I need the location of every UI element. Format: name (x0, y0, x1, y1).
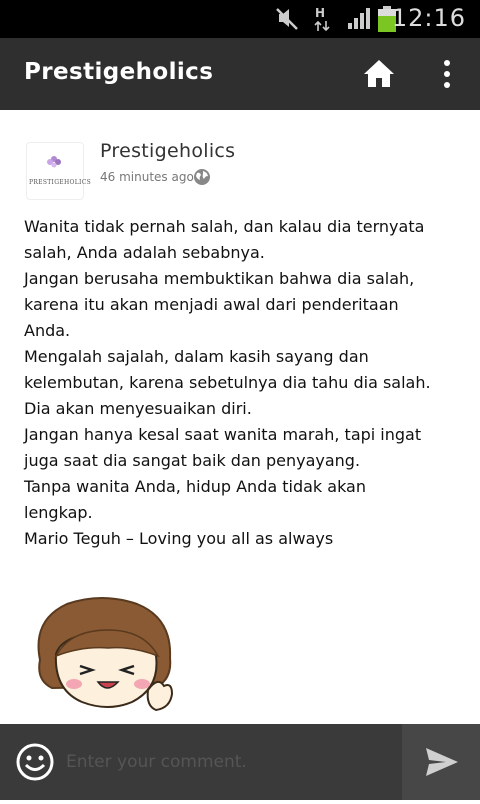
post-timestamp: 46 minutes ago (100, 170, 194, 184)
app-bar (0, 38, 480, 110)
emoji-button[interactable] (15, 742, 55, 782)
send-button[interactable] (402, 724, 480, 800)
post-text (24, 214, 464, 552)
comment-input[interactable] (64, 746, 398, 778)
send-icon (402, 724, 480, 800)
signal-icon (346, 5, 372, 31)
cartoon-girl-sticker (22, 590, 192, 724)
post-card (0, 110, 480, 724)
post-line: karena itu akan menjadi awal dari penderitaan (24, 295, 399, 314)
post-line: juga saat dia sangat baik dan penyayang. (24, 451, 361, 470)
post-line: lengkap. (24, 503, 93, 522)
globe-icon (193, 168, 211, 186)
clock: 12:16 (391, 4, 466, 32)
post-line: Wanita tidak pernah salah, dan kalau dia ternyata (24, 217, 425, 236)
logo-flower-icon (27, 143, 83, 183)
home-button[interactable] (360, 54, 398, 92)
post-line: salah, Anda adalah sebabnya. (24, 243, 265, 262)
post-line: Jangan berusaha membuktikan bahwa dia salah, (24, 269, 415, 288)
avatar-logo-text: PRESTIGEHOLICS (29, 179, 91, 186)
svg-text:H: H (315, 6, 326, 20)
post-line: Anda. (24, 321, 71, 340)
post-line: Dia akan menyesuaikan diri. (24, 399, 252, 418)
post-line: Tanpa wanita Anda, hidup Anda tidak akan (24, 477, 366, 496)
author-avatar[interactable] (26, 142, 91, 200)
overflow-menu-button[interactable] (430, 54, 464, 94)
comment-composer (0, 724, 480, 800)
post-line: kelembutan, karena sebetulnya dia tahu dia salah. (24, 373, 431, 392)
post-line: Jangan hanya kesal saat wanita marah, tapi ingat (24, 425, 422, 444)
smiley-icon (15, 742, 55, 782)
mute-icon (276, 5, 298, 31)
post-line: Mario Teguh – Loving you all as always (24, 529, 334, 548)
home-icon (360, 54, 398, 92)
post-line: Mengalah sajalah, dalam kasih sayang dan (24, 347, 369, 366)
app-title: Prestigeholics (24, 59, 214, 85)
hspa-data-icon (314, 5, 332, 33)
overflow-menu-icon (430, 54, 464, 94)
author-name[interactable]: Prestigeholics (100, 140, 236, 162)
status-bar (0, 0, 480, 38)
